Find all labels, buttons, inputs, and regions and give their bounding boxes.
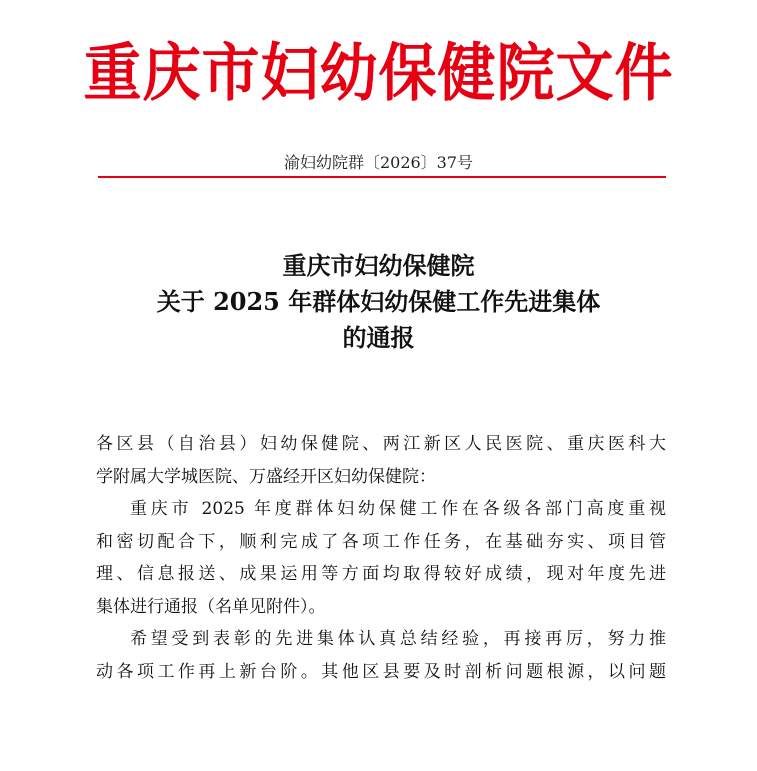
- paragraph-1-line-3: 理、信息报送、成果运用等方面均取得较好成绩，现对年度先进: [96, 564, 666, 584]
- paragraph-2-line-1: 希望受到表彰的先进集体认真总结经验，再接再厉，努力推: [130, 629, 666, 649]
- document-title: [0, 248, 757, 356]
- title-line-3: 的通报: [342, 323, 415, 352]
- paragraph-2-line-2: 动各项工作再上新台阶。其他区县要及时剖析问题根源，以问题: [96, 661, 666, 682]
- title-line-2: 关于 2025 年群体妇幼保健工作先进集体: [156, 287, 601, 316]
- title-line-1: 重庆市妇幼保健院: [282, 251, 475, 280]
- paragraph-1-line-4: 集体进行通报（名单见附件）。: [96, 596, 326, 617]
- paragraph-1-line-1: 重庆市 2025 年度群体妇幼保健工作在各级各部门高度重视: [130, 499, 666, 519]
- red-divider-line: [98, 176, 666, 178]
- addressee-line-1: 各区县（自治县）妇幼保健院、两江新区人民医院、重庆医科大: [96, 434, 666, 454]
- document-number: 渝妇幼院群〔2026〕37号: [283, 153, 474, 172]
- addressee-line-2: 学附属大学城医院、万盛经开区妇幼保健院：: [96, 466, 436, 487]
- document-body: [96, 428, 666, 688]
- paragraph-1-line-2: 和密切配合下，顺利完成了各项工作任务，在基础夯实、项目管: [96, 531, 666, 552]
- masthead-title: 重庆市妇幼保健院文件: [83, 36, 674, 110]
